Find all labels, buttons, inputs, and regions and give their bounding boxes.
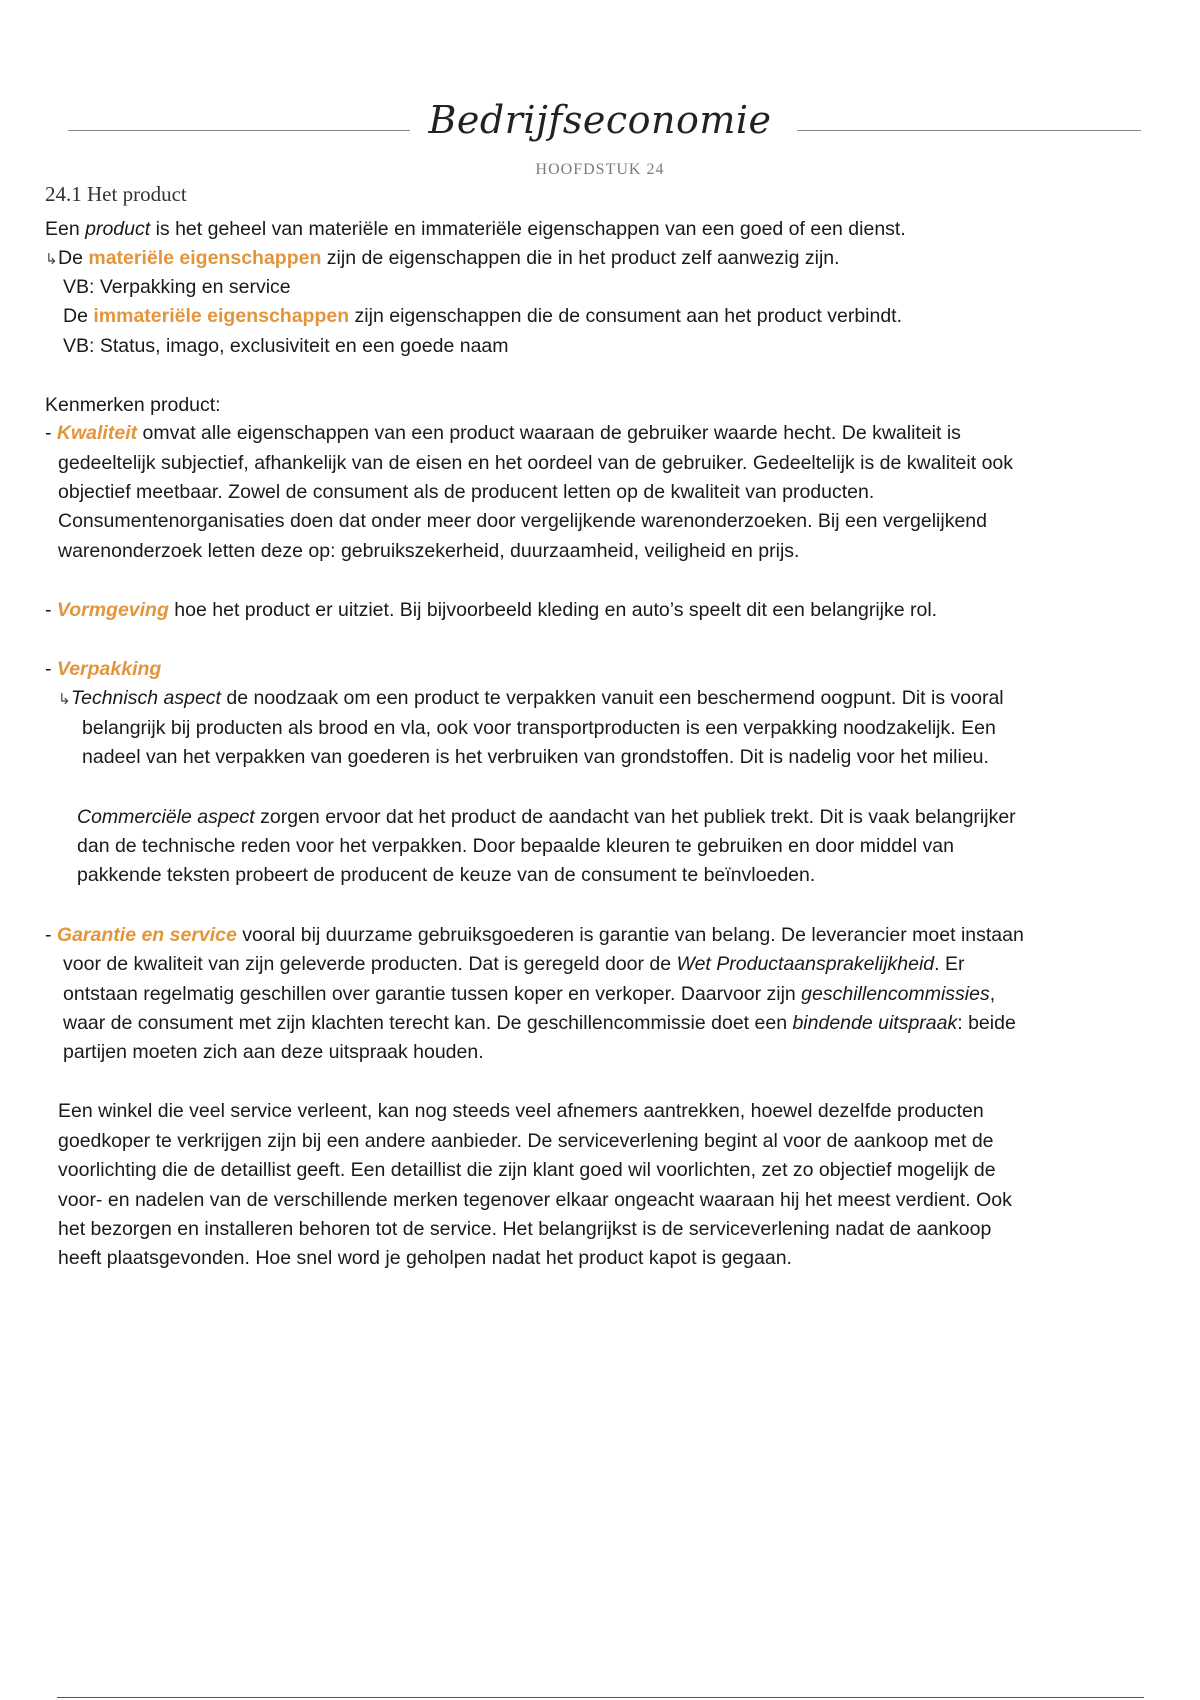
verpakking-tech-line-2: belangrijk bij producten als brood en vla, ook voor transportproducten is een verpakking noodzakelijk. Een [82, 717, 996, 739]
page-title: Bedrijfseconomie [428, 98, 772, 142]
verpakking-comm-line-1: Commerciële aspect zorgen ervoor dat het product de aandacht van het publiek trekt. Dit is vaak belangrijker [77, 806, 1016, 828]
verpakking-tech-line-1: ↳Technisch aspect de noodzaak om een product te verpakken vanuit een beschermend oogpunt. Dit is vooral [58, 686, 1004, 712]
kwaliteit-line-2: gedeeltelijk subjectief, afhankelijk van de eisen en het oordeel van de gebruiker. Gedeeltelijk is de kwaliteit ook [58, 452, 1014, 474]
intro-line-4: De immateriële eigenschappen zijn eigenschappen die de consument aan het product verbindt. [63, 305, 903, 327]
kwaliteit-line-4: Consumentenorganisaties doen dat onder meer door vergelijkende warenonderzoeken. Bij een vergelijkend [58, 510, 988, 532]
chapter-label: HOOFDSTUK 24 [535, 161, 665, 178]
garantie-line-2: voor de kwaliteit van zijn geleverde producten. Dat is geregeld door de Wet Productaansprakelijkheid. Er [63, 953, 965, 975]
winkel-line-4: voor- en nadelen van de verschillende merken tegenover elkaar ongeacht waaraan hij het meest verdient. Ook [58, 1189, 1012, 1211]
garantie-line-5: partijen moeten zich aan deze uitspraak houden. [63, 1041, 484, 1063]
arrow-icon: ↳ [58, 691, 71, 708]
intro-line-3: VB: Verpakking en service [63, 276, 291, 298]
footer-rule [57, 1697, 1144, 1698]
verpakking-tech-line-3: nadeel van het verpakken van goederen is het verbruiken van grondstoffen. Dit is nadelig voor het milieu. [82, 746, 989, 768]
winkel-line-6: heeft plaatsgevonden. Hoe snel word je geholpen nadat het product kapot is gegaan. [58, 1247, 792, 1269]
winkel-line-3: voorlichting die de detaillist geeft. Een detaillist die zijn klant goed wil voorlichten, zet zo objectief mogelijk de [58, 1159, 996, 1181]
arrow-icon: ↳ [45, 251, 58, 268]
winkel-line-1: Een winkel die veel service verleent, kan nog steeds veel afnemers aantrekken, hoewel dezelfde producten [58, 1100, 984, 1122]
verpakking-heading: - Verpakking [45, 658, 162, 680]
verpakking-comm-line-3: pakkende teksten probeert de producent de keuze van de consument te beïnvloeden. [77, 864, 816, 886]
garantie-line-4: waar de consument met zijn klachten terecht kan. De geschillencommissie doet een bindende uitspraak: beide [63, 1012, 1016, 1034]
garantie-line-3: ontstaan regelmatig geschillen over garantie tussen koper en verkoper. Daarvoor zijn geschillencommissies, [63, 983, 996, 1005]
verpakking-comm-line-2: dan de technische reden voor het verpakken. Door bepaalde kleuren te gebruiken en door middel van [77, 835, 954, 857]
garantie-line-1: - Garantie en service vooral bij duurzame gebruiksgoederen is garantie van belang. De leverancier moet instaan [45, 924, 1024, 946]
kwaliteit-line-1: - Kwaliteit omvat alle eigenschappen van een product waaraan de gebruiker waarde hecht. De kwaliteit is [45, 422, 961, 444]
header-rule-right [797, 130, 1141, 131]
intro-line-2: ↳De materiële eigenschappen zijn de eigenschappen die in het product zelf aanwezig zijn. [45, 246, 840, 272]
intro-line-5: VB: Status, imago, exclusiviteit en een goede naam [63, 335, 509, 357]
kenmerken-heading: Kenmerken product: [45, 394, 221, 416]
kwaliteit-line-5: warenonderzoek letten deze op: gebruikszekerheid, duurzaamheid, veiligheid en prijs. [58, 540, 800, 562]
vormgeving-line-1: - Vormgeving hoe het product er uitziet. Bij bijvoorbeeld kleding en auto’s speelt dit een belangrijke rol. [45, 599, 938, 621]
winkel-line-2: goedkoper te verkrijgen zijn bij een andere aanbieder. De serviceverlening begint al voor de aankoop met de [58, 1130, 994, 1152]
intro-line-1: Een product is het geheel van materiële en immateriële eigenschappen van een goed of een dienst. [45, 218, 906, 240]
kwaliteit-line-3: objectief meetbaar. Zowel de consument als de producent letten op de kwaliteit van producten. [58, 481, 875, 503]
winkel-line-5: het bezorgen en installeren behoren tot de service. Het belangrijkst is de serviceverlening nadat de aankoop [58, 1218, 992, 1240]
section-title: 24.1 Het product [45, 182, 187, 206]
